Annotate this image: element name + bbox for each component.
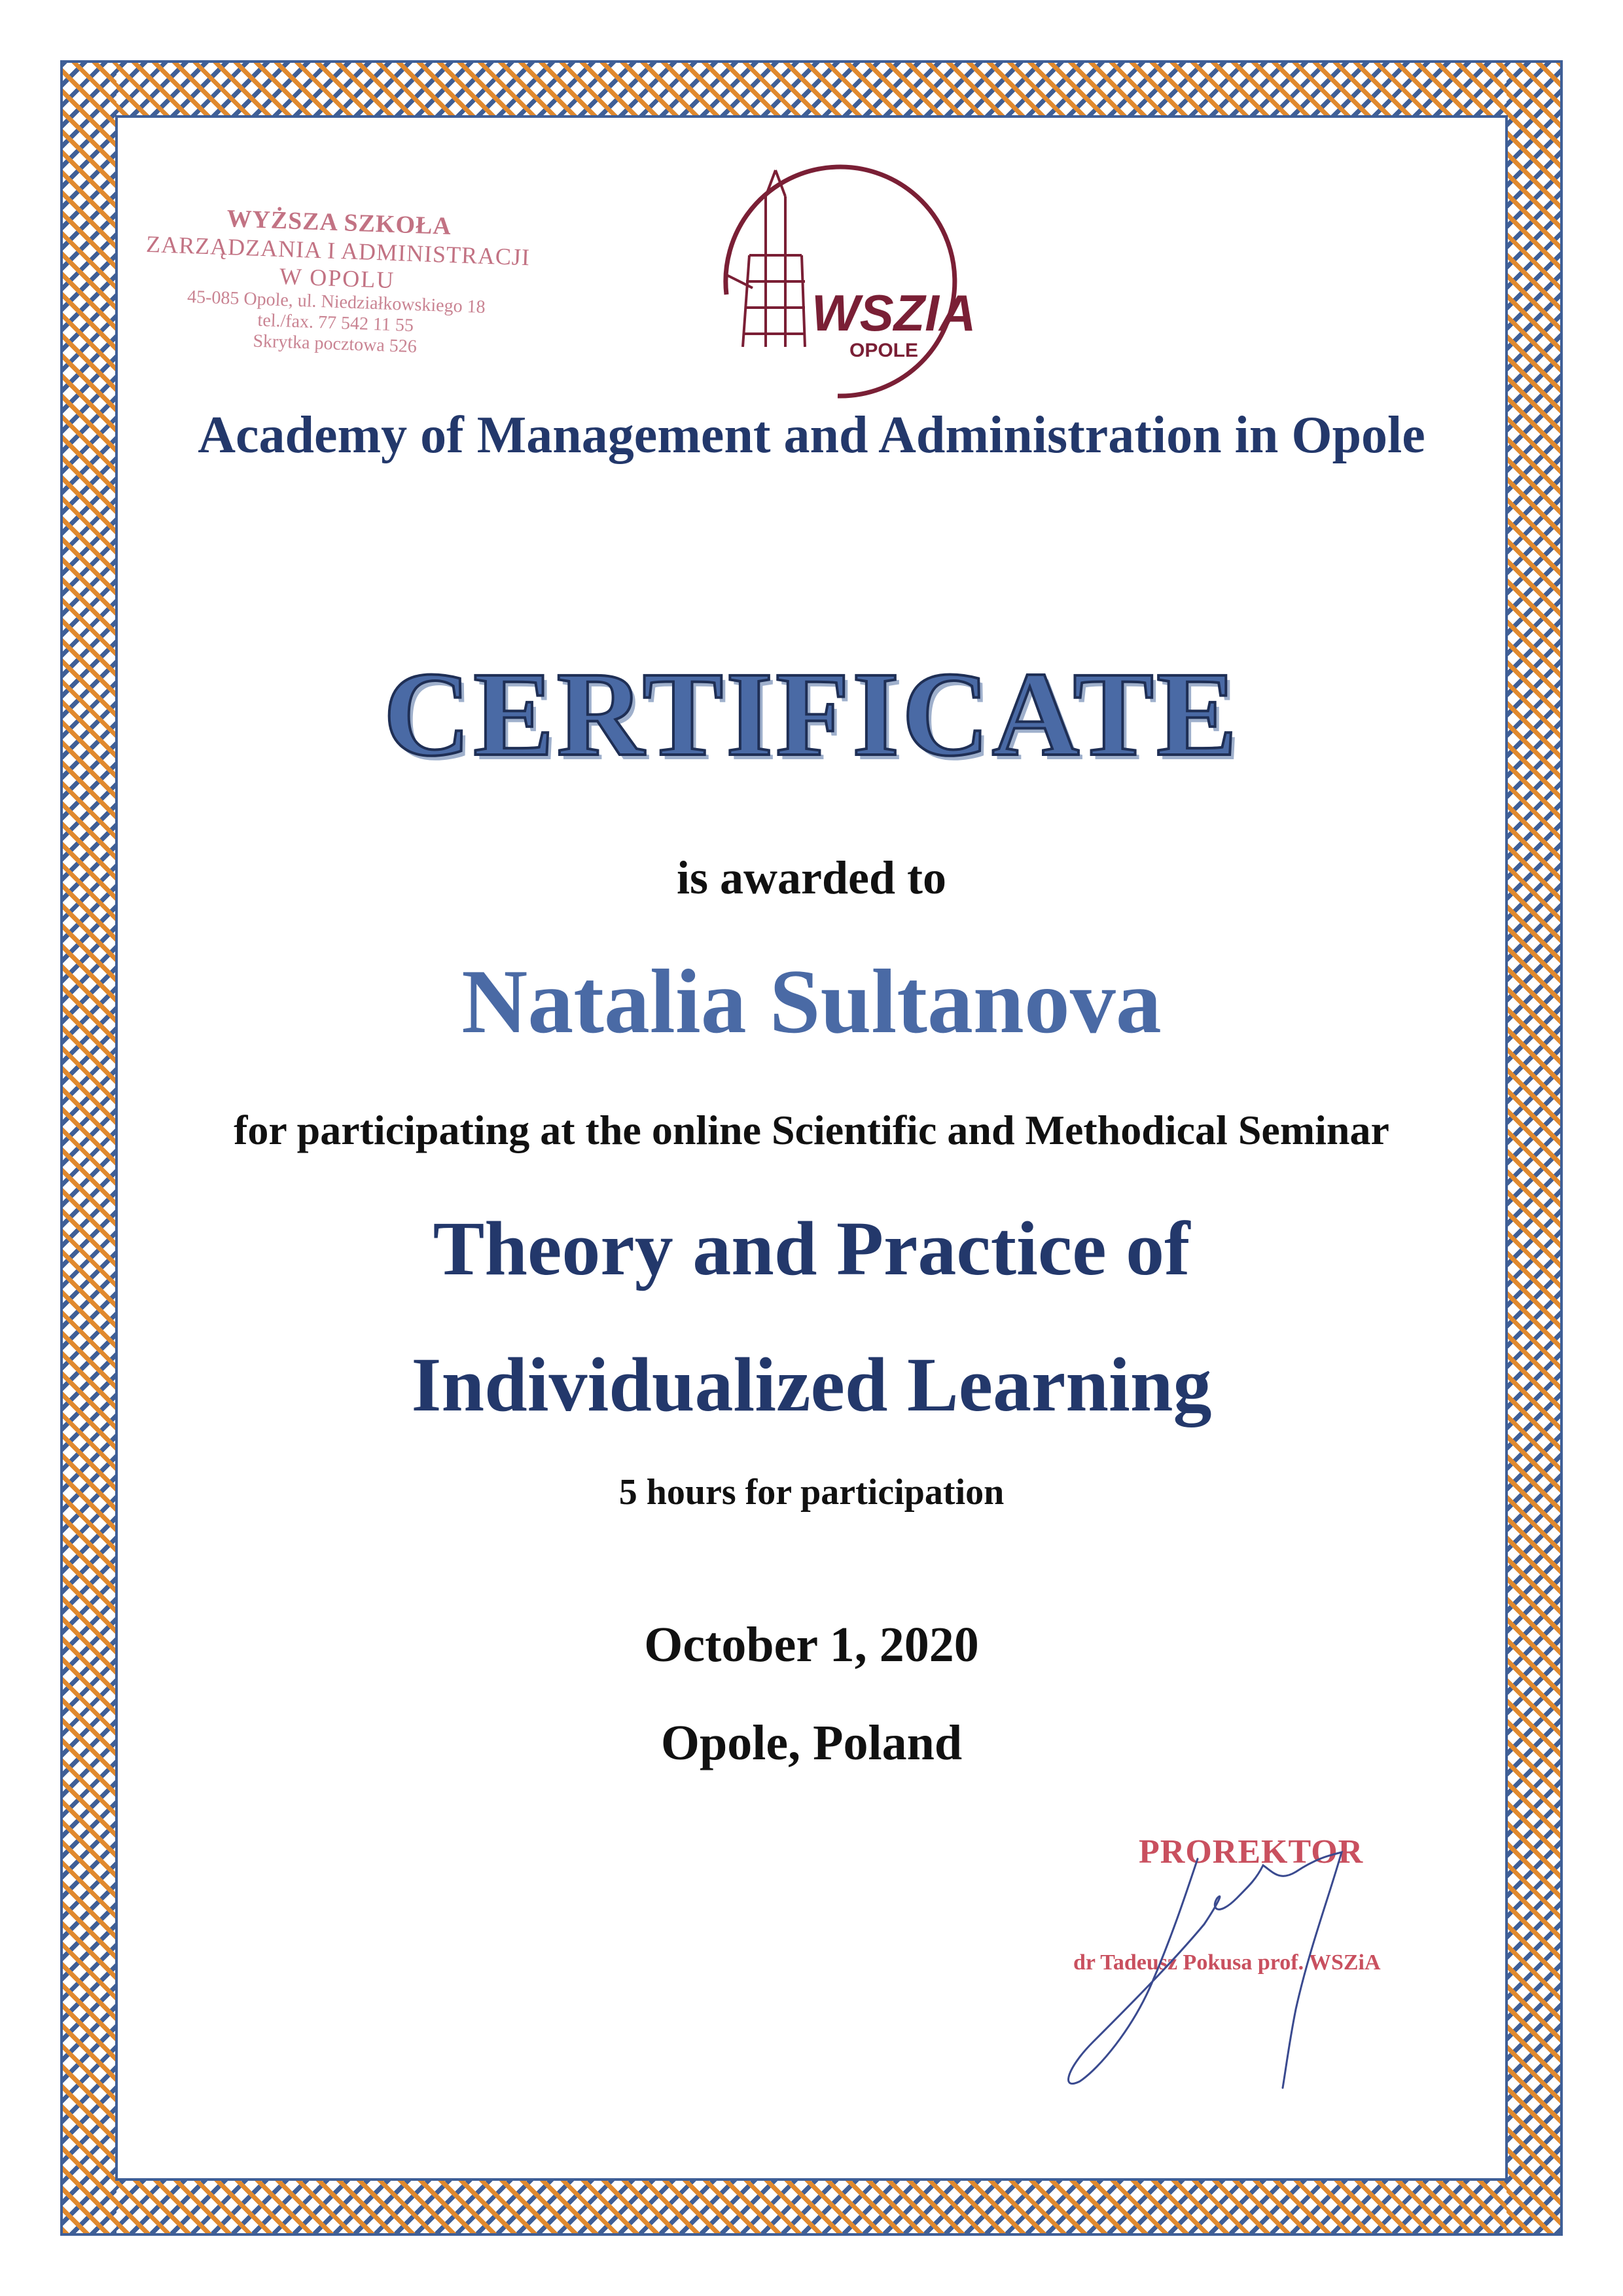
awarded-text: is awarded to xyxy=(677,852,946,904)
stamp-line-6: Skrytka pocztowa 526 xyxy=(252,331,418,357)
seminar-title-line-1: Theory and Practice of xyxy=(433,1206,1190,1291)
logo-name: WSZIA xyxy=(812,284,976,342)
stamp-line-2: ZARZĄDZANIA I ADMINISTRACJI xyxy=(145,230,531,271)
stamp-line-1: WYŻSZA SZKOŁA xyxy=(226,205,452,241)
hours-text: 5 hours for participation xyxy=(618,1472,1005,1513)
signer-name: dr Tadeusz Pokusa prof. WSZiA xyxy=(1073,1950,1381,1975)
certificate-place: Opole, Poland xyxy=(660,1715,963,1770)
signature-block xyxy=(1021,1820,1492,2094)
stamp-line-3: W OPOLU xyxy=(279,262,395,294)
stamp-line-4: 45-085 Opole, ul. Niedziałkowskiego 18 xyxy=(187,287,486,317)
institution-name: Academy of Management and Administration in Opole xyxy=(198,406,1425,464)
certificate-date: October 1, 2020 xyxy=(644,1617,979,1672)
stamp-line-5: tel./fax. 77 542 11 55 xyxy=(257,310,414,336)
signer-role: PROREKTOR xyxy=(1139,1833,1364,1871)
handwritten-signature xyxy=(1021,1820,1492,2094)
tower-icon xyxy=(726,170,805,347)
logo-city: OPOLE xyxy=(849,340,919,361)
recipient-name: Natalia Sultanova xyxy=(461,951,1162,1052)
wszia-logo xyxy=(687,157,976,406)
certificate-title: CERTIFICATE xyxy=(383,647,1240,781)
participation-text: for participating at the online Scientific and Methodical Seminar xyxy=(234,1107,1389,1153)
seminar-title-line-2: Individualized Learning xyxy=(411,1342,1212,1427)
institution-stamp xyxy=(112,200,562,363)
